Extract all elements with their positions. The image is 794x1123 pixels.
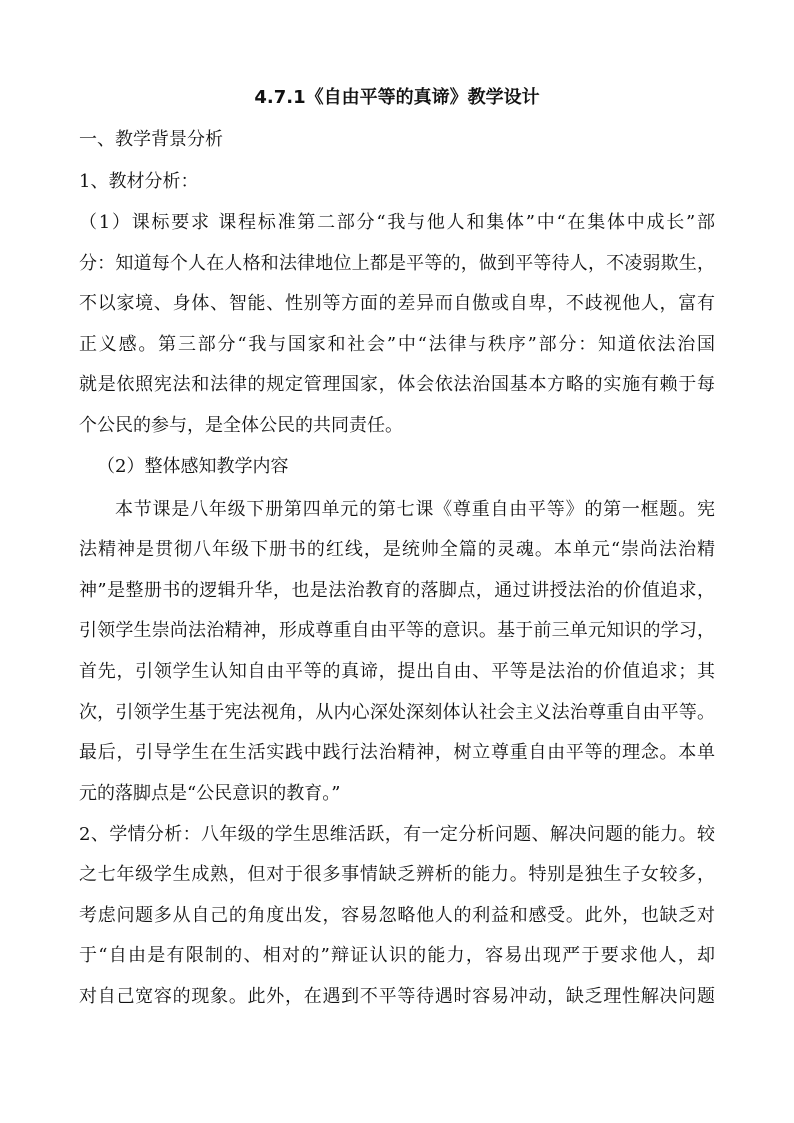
paragraph-line: （1）课标要求 课程标准第二部分“我与他人和集体”中“在集体中成长”部 — [79, 212, 715, 233]
paragraph-line: 个公民的参与，是全体公民的共同责任。 — [79, 415, 403, 436]
paragraph-line: 正义感。第三部分“我与国家和社会”中“法律与秩序”部分：知道依法治国 — [79, 334, 715, 355]
paragraph-line: 元的落脚点是“公民意识的教育。” — [79, 783, 341, 804]
subheading-teaching-content: （2）整体感知教学内容 — [97, 456, 289, 477]
paragraph-line: 最后，引导学生在生活实践中践行法治精神，树立尊重自由平等的理念。本单 — [79, 742, 715, 763]
paragraph-line: 神”是整册书的逻辑升华，也是法治教育的落脚点，通过讲授法治的价值追求， — [79, 580, 715, 601]
paragraph-line: 就是依照宪法和法律的规定管理国家，体会依法治国基本方略的实施有赖于每 — [79, 374, 715, 395]
paragraph-line: 次，引领学生基于宪法视角，从内心深处深刻体认社会主义法治尊重自由平等。 — [79, 702, 715, 723]
paragraph-line: 引领学生崇尚法治精神，形成尊重自由平等的意识。基于前三单元知识的学习， — [79, 620, 715, 641]
paragraph-line: 于“自由是有限制的、相对的”辩证认识的能力，容易出现严于要求他人，却 — [79, 945, 715, 966]
paragraph-line: 法精神是贯彻八年级下册书的红线，是统帅全篇的灵魂。本单元“崇尚法治精 — [79, 539, 715, 560]
paragraph-line: 之七年级学生成熟，但对于很多事情缺乏辨析的能力。特别是独生子女较多， — [79, 864, 715, 885]
paragraph-line: 首先，引领学生认知自由平等的真谛，提出自由、平等是法治的价值追求；其 — [79, 661, 715, 682]
document-title: 4.7.1《自由平等的真谛》教学设计 — [254, 87, 540, 108]
subsection-heading-textbook: 1、教材分析： — [79, 171, 199, 192]
paragraph-line: 不以家境、身体、智能、性别等方面的差异而自傲或自卑，不歧视他人，富有 — [79, 293, 715, 314]
section-heading-background: 一、教学背景分析 — [79, 129, 223, 150]
paragraph-line: 2、学情分析：八年级的学生思维活跃，有一定分析问题、解决问题的能力。较 — [79, 824, 715, 845]
paragraph-line: 对自己宽容的现象。此外，在遇到不平等待遇时容易冲动，缺乏理性解决问题 — [79, 986, 715, 1007]
paragraph-line: 分：知道每个人在人格和法律地位上都是平等的，做到平等待人，不凌弱欺生， — [79, 253, 715, 274]
paragraph-line: 考虑问题多从自己的角度出发，容易忽略他人的利益和感受。此外，也缺乏对 — [79, 905, 715, 926]
paragraph-line: 本节课是八年级下册第四单元的第七课《尊重自由平等》的第一框题。宪 — [115, 499, 715, 520]
